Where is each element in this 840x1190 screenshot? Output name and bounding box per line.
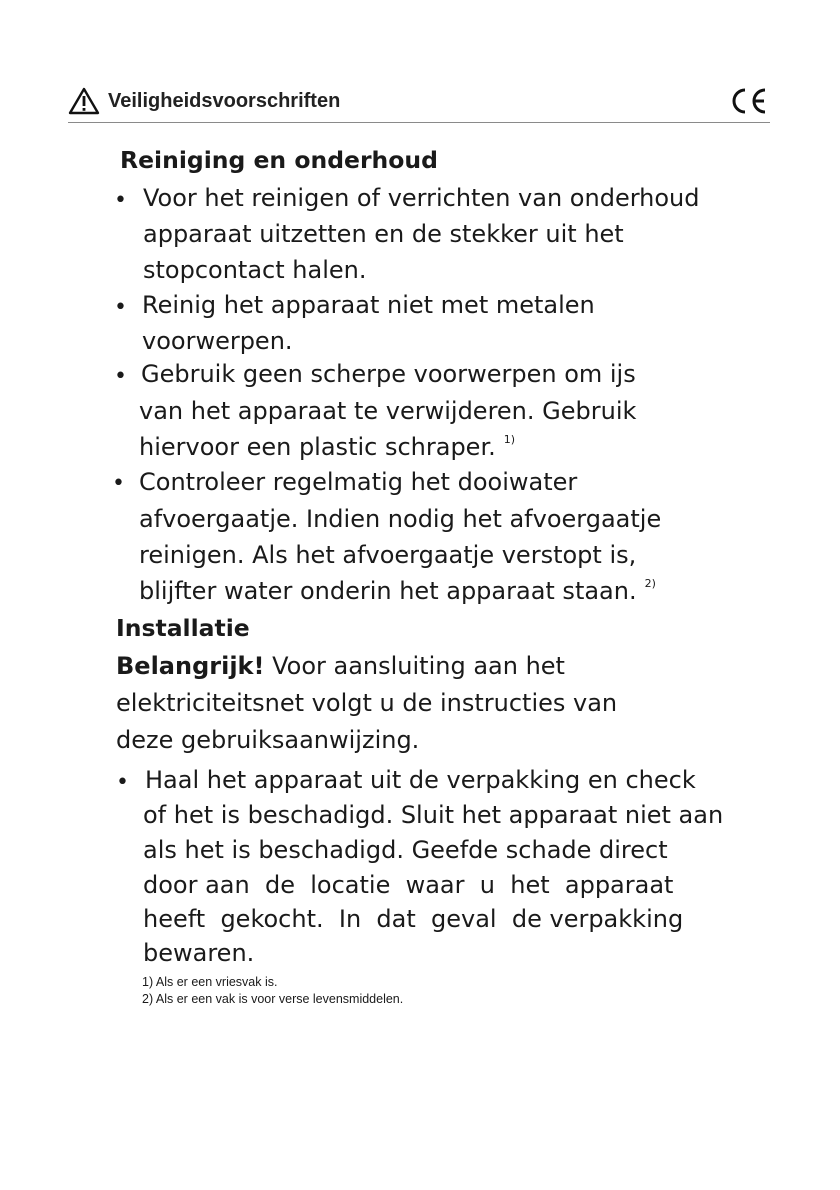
text-line: Voor het reinigen of verrichten van onderhoud [143, 184, 700, 212]
text-line: of het is beschadigd. Sluit het apparaat niet aan [143, 801, 724, 829]
bullet: • [114, 364, 127, 389]
text-line: Gebruik geen scherpe voorwerpen om ijs [141, 360, 636, 388]
section-title-installation: Installatie [116, 614, 250, 642]
text-line: als het is beschadigd. Geefde schade direct [143, 836, 668, 864]
text-line: door aan de locatie waar u het apparaat [143, 871, 674, 899]
bullet: • [116, 770, 129, 795]
text-line: stopcontact halen. [143, 256, 367, 284]
bullet: • [114, 188, 127, 213]
bullet: • [114, 295, 127, 320]
footnote-1: 1) Als er een vriesvak is. [142, 975, 278, 989]
page-header [68, 84, 770, 123]
intro-line: elektriciteitsnet volgt u de instructies van [116, 689, 618, 717]
ce-mark-icon [728, 86, 768, 116]
text-line: Haal het apparaat uit de verpakking en check [145, 766, 696, 794]
footnote-2: 2) Als er een vak is voor verse levensmiddelen. [142, 992, 404, 1006]
text-line: van het apparaat te verwijderen. Gebruik [139, 397, 637, 425]
footnote-ref: 2) [644, 577, 656, 590]
section-title-cleaning: Reiniging en onderhoud [120, 146, 438, 174]
text-line: hiervoor een plastic schraper. $^{1)}$ [139, 433, 516, 461]
warning-triangle-icon [68, 87, 100, 115]
text-line: reinigen. Als het afvoergaatje verstopt is, [139, 541, 637, 569]
important-label: Belangrijk! [116, 652, 265, 680]
text-line: voorwerpen. [142, 327, 293, 355]
text-line: bewaren. [143, 939, 255, 967]
footnote-ref: 1) [503, 433, 516, 446]
bullet: • [112, 471, 125, 496]
text-line: Reinig het apparaat niet met metalen [142, 291, 595, 319]
text-line: blijfter water onderin het apparaat staan. $^{2)}$ [139, 577, 656, 605]
intro-line: Belangrijk! Voor aansluiting aan het [116, 652, 565, 680]
text-line: afvoergaatje. Indien nodig het afvoergaatje [139, 505, 662, 533]
header-title: Veiligheidsvoorschriften [108, 90, 341, 112]
text-line: apparaat uitzetten en de stekker uit het [143, 220, 624, 248]
intro-line: deze gebruiksaanwijzing. [116, 726, 420, 754]
text-line: heeft gekocht. In dat geval de verpakking [143, 905, 684, 933]
text-line: Controleer regelmatig het dooiwater [139, 468, 578, 496]
